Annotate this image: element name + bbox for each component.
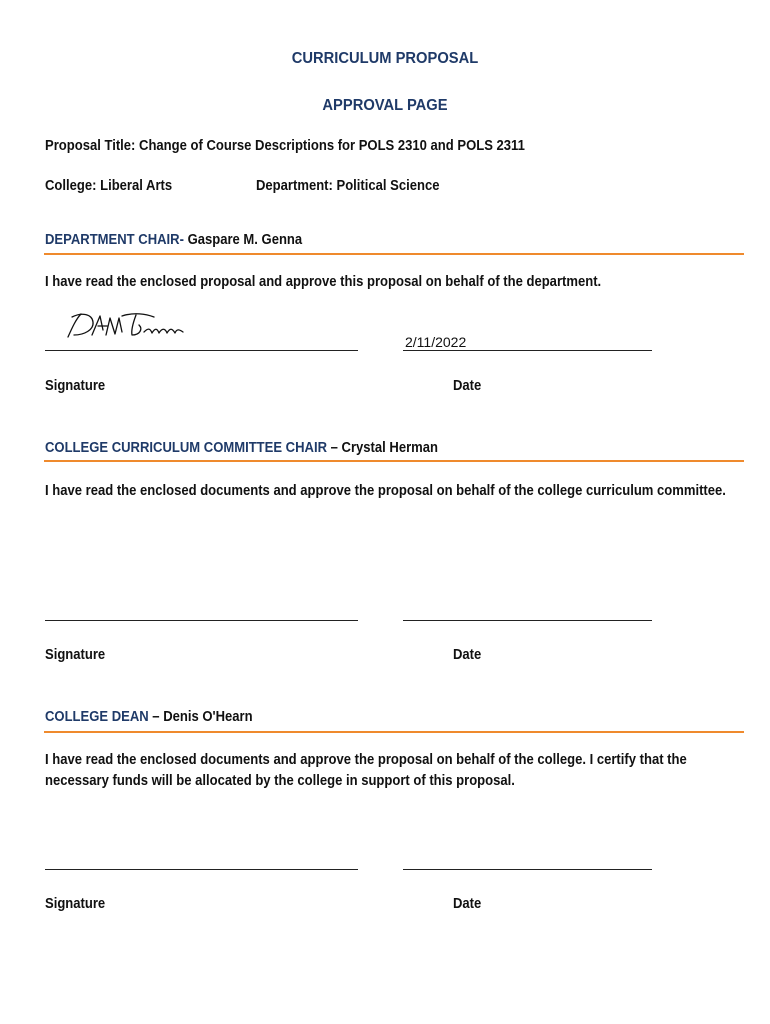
committee-chair-heading xyxy=(45,440,438,456)
date-line[interactable] xyxy=(403,350,652,351)
department-chair-heading xyxy=(45,232,302,248)
signature-line[interactable] xyxy=(45,350,358,351)
section-divider xyxy=(44,460,744,462)
department-label: Department: Political Science xyxy=(256,178,440,194)
committee-chair-statement: I have read the enclosed documents and approve the proposal on behalf of the college curriculum committee. xyxy=(45,483,726,499)
date-label: Date xyxy=(453,378,482,394)
college-dean-statement: I have read the enclosed documents and approve the proposal on behalf of the college. I certify that the necessary funds will be allocated by the college in support of this proposal. xyxy=(45,752,687,789)
document-subtitle: APPROVAL PAGE xyxy=(322,97,448,114)
proposal-title: Proposal Title: Change of Course Descriptions for POLS 2310 and POLS 2311 xyxy=(45,138,525,154)
section-divider xyxy=(44,731,744,733)
section-divider xyxy=(44,253,744,255)
department-chair-name: Gaspare M. Genna xyxy=(183,232,303,248)
department-chair-statement: I have read the enclosed proposal and approve this proposal on behalf of the department. xyxy=(45,274,602,290)
department-chair-role: DEPARTMENT CHAIR- xyxy=(45,232,184,248)
document-title: CURRICULUM PROPOSAL xyxy=(291,50,479,67)
handwritten-signature-icon xyxy=(62,308,187,340)
signature-line[interactable] xyxy=(45,869,358,870)
committee-chair-role: COLLEGE CURRICULUM COMMITTEE CHAIR xyxy=(45,440,328,456)
college-label: College: Liberal Arts xyxy=(45,178,173,194)
signature-label: Signature xyxy=(45,378,106,394)
signature-label: Signature xyxy=(45,896,106,912)
college-dean-name: – Denis O'Hearn xyxy=(148,709,253,725)
date-line[interactable] xyxy=(403,620,652,621)
college-dean-role: COLLEGE DEAN xyxy=(45,709,149,725)
signature-label: Signature xyxy=(45,647,106,663)
signature-line[interactable] xyxy=(45,620,358,621)
committee-chair-name: – Crystal Herman xyxy=(327,440,438,456)
date-label: Date xyxy=(453,647,482,663)
date-value[interactable]: 2/11/2022 xyxy=(405,334,467,350)
college-dean-heading xyxy=(45,709,253,725)
date-label: Date xyxy=(453,896,482,912)
date-line[interactable] xyxy=(403,869,652,870)
